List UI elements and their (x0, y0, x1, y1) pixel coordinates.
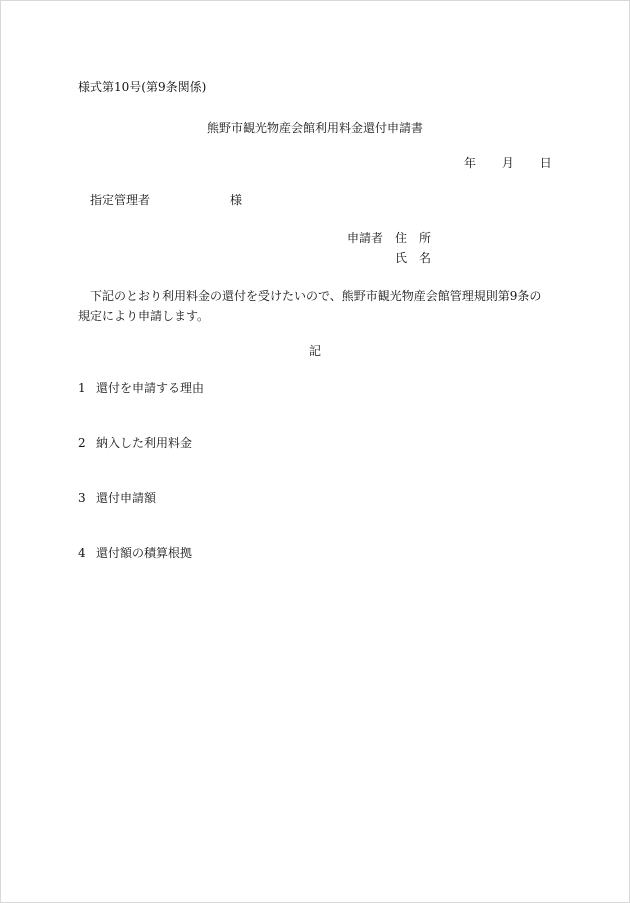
item-label: 還付を申請する理由 (96, 381, 205, 395)
item-number: 1 (78, 381, 86, 395)
address-label: 住 所 (395, 231, 432, 245)
list-item (78, 490, 156, 506)
addressee-suffix: 様 (230, 193, 243, 207)
list-item (78, 545, 192, 561)
item-label: 還付額の積算根拠 (96, 546, 193, 560)
item-number: 4 (78, 546, 86, 560)
applicant-label: 申請者 (347, 231, 384, 245)
date-month-label: 月 (501, 156, 514, 170)
date-day-label: 日 (539, 156, 552, 170)
addressee-label: 指定管理者 (90, 193, 151, 207)
date-year-label: 年 (464, 156, 477, 170)
item-label: 納入した利用料金 (96, 436, 193, 450)
name-label: 氏 名 (395, 251, 432, 265)
list-item (78, 435, 192, 451)
document-title: 熊野市観光物産会館利用料金還付申請書 (206, 121, 423, 135)
item-number: 2 (78, 436, 86, 450)
form-number: 様式第10号(第9条関係) (78, 80, 207, 94)
ki-heading: 記 (308, 344, 321, 358)
item-number: 3 (78, 491, 86, 505)
list-item (78, 380, 204, 396)
body-text: 下記のとおり利用料金の還付を受けたいので、熊野市観光物産会館管理規則第9条の規定により申請します。 (78, 289, 542, 323)
date-line (464, 155, 552, 171)
item-label: 還付申請額 (96, 491, 157, 505)
